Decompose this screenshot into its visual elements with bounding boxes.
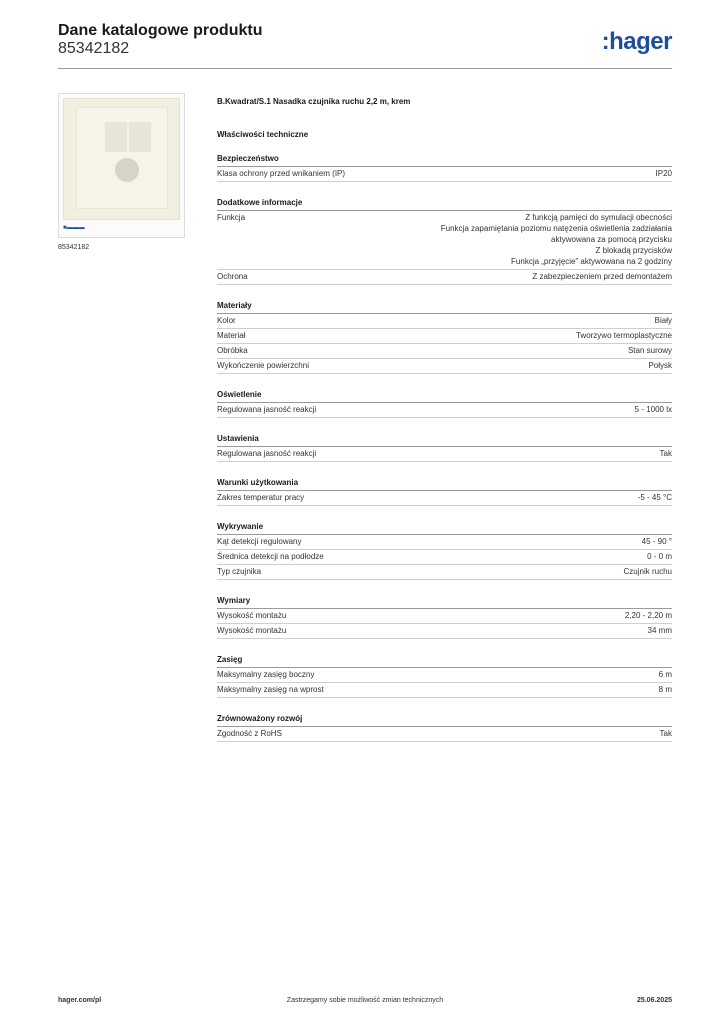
- spec-value: Tworzywo termoplastyczne: [575, 331, 672, 340]
- spec-group: [217, 595, 672, 639]
- spec-value: Biały: [654, 316, 672, 325]
- spec-row: [217, 167, 672, 182]
- spec-row: [217, 727, 672, 742]
- spec-key: Wysokość montażu: [217, 626, 287, 635]
- product-code: 85342182: [58, 40, 130, 57]
- spec-value: 6 m: [658, 670, 672, 679]
- spec-key: Typ czujnika: [217, 567, 262, 576]
- spec-value: Połysk: [648, 361, 672, 370]
- spec-value: 8 m: [658, 685, 672, 694]
- spec-row: [217, 344, 672, 359]
- spec-value-line: Funkcja „przyjęcie” aktywowana na 2 godziny: [511, 257, 672, 266]
- spec-key: Funkcja: [217, 213, 246, 222]
- spec-group-title: Warunki użytkowania: [217, 477, 672, 491]
- spec-group-title: Wymiary: [217, 595, 672, 609]
- spec-value: Stan surowy: [627, 346, 672, 355]
- spec-key: Wykończenie powierzchni: [217, 361, 309, 370]
- spec-group: [217, 521, 672, 580]
- mini-logo-icon: ■▬▬▬: [63, 225, 85, 231]
- spec-row: [217, 403, 672, 418]
- spec-value: 34 mm: [647, 626, 672, 635]
- spec-value-line: Z blokadą przycisków: [595, 246, 672, 255]
- spec-group: [217, 300, 672, 374]
- spec-group-title: Dodatkowe informacje: [217, 197, 672, 211]
- spec-row: [217, 447, 672, 462]
- spec-group-title: Oświetlenie: [217, 389, 672, 403]
- spec-key: Kąt detekcji regulowany: [217, 537, 302, 546]
- spec-group: [217, 197, 672, 285]
- spec-group-title: Ustawienia: [217, 433, 672, 447]
- spec-row: [217, 270, 672, 285]
- spec-group-title: Bezpieczeństwo: [217, 153, 672, 167]
- spec-key: Ochrona: [217, 272, 248, 281]
- spec-group: [217, 153, 672, 182]
- spec-value: [441, 212, 672, 267]
- spec-key: Regulowana jasność reakcji: [217, 449, 317, 458]
- spec-groups: [217, 153, 672, 742]
- product-name: B.Kwadrat/S.1 Nasadka czujnika ruchu 2,2 m, krem: [217, 97, 411, 106]
- image-caption: 85342182: [58, 244, 90, 251]
- spec-group-title: Zrównoważony rozwój: [217, 713, 672, 727]
- hager-logo: :hager: [601, 28, 672, 55]
- spec-key: Kolor: [217, 316, 236, 325]
- spec-row: [217, 535, 672, 550]
- spec-row: [217, 609, 672, 624]
- spec-row: [217, 359, 672, 374]
- spec-value: 5 - 1000 lx: [634, 405, 672, 414]
- footer-date: 25.06.2025: [636, 997, 672, 1004]
- spec-value-line: Funkcja zapamiętania poziomu natężenia oświetlenia zadziałania: [440, 224, 672, 233]
- spec-row: [217, 624, 672, 639]
- spec-row: [217, 565, 672, 580]
- spec-key: Maksymalny zasięg na wprost: [217, 685, 324, 694]
- spec-group: [217, 389, 672, 418]
- header-divider: [58, 68, 672, 69]
- spec-key: Zakres temperatur pracy: [217, 493, 305, 502]
- spec-group: [217, 713, 672, 742]
- page-header: [58, 22, 672, 68]
- spec-group-title: Materiały: [217, 300, 672, 314]
- spec-key: Regulowana jasność reakcji: [217, 405, 317, 414]
- spec-value: IP20: [655, 169, 672, 178]
- spec-value: Tak: [659, 449, 672, 458]
- sensor-plate-icon: [63, 98, 180, 220]
- spec-value-line: aktywowana za pomocą przycisku: [551, 235, 672, 244]
- spec-group-title: Zasięg: [217, 654, 672, 668]
- spec-row: [217, 668, 672, 683]
- footer-disclaimer: Zastrzegamy sobie możliwość zmian technicznych: [286, 997, 444, 1004]
- spec-group: [217, 433, 672, 462]
- technical-heading: Właściwości techniczne: [217, 130, 309, 139]
- product-image: [58, 93, 185, 238]
- spec-group: [217, 654, 672, 698]
- spec-group: [217, 477, 672, 506]
- spec-key: Średnica detekcji na podłodze: [217, 552, 324, 561]
- spec-row: [217, 329, 672, 344]
- spec-key: Klasa ochrony przed wnikaniem (IP): [217, 169, 346, 178]
- spec-content: [217, 96, 672, 742]
- spec-value: -5 - 45 °C: [637, 493, 672, 502]
- spec-value: 45 - 90 °: [641, 537, 672, 546]
- spec-key: Wysokość montażu: [217, 611, 287, 620]
- spec-group-title: Wykrywanie: [217, 521, 672, 535]
- spec-row: [217, 211, 672, 270]
- sensor-lens-icon: [115, 158, 139, 182]
- spec-value: 2,20 - 2,20 m: [624, 611, 672, 620]
- spec-key: Zgodność z RoHS: [217, 729, 282, 738]
- spec-key: Obróbka: [217, 346, 248, 355]
- spec-row: [217, 491, 672, 506]
- spec-value: 0 - 0 m: [647, 552, 672, 561]
- spec-value: Czujnik ruchu: [623, 567, 672, 576]
- spec-key: Maksymalny zasięg boczny: [217, 670, 315, 679]
- footer-website: hager.com/pl: [58, 997, 102, 1004]
- spec-value: Tak: [659, 729, 672, 738]
- page-title: Dane katalogowe produktu: [58, 22, 263, 39]
- spec-row: [217, 314, 672, 329]
- spec-value: Z zabezpieczeniem przed demontażem: [532, 272, 672, 281]
- spec-row: [217, 683, 672, 698]
- spec-row: [217, 550, 672, 565]
- spec-value-line: Z funkcją pamięci do symulacji obecności: [525, 213, 672, 222]
- spec-key: Materiał: [217, 331, 246, 340]
